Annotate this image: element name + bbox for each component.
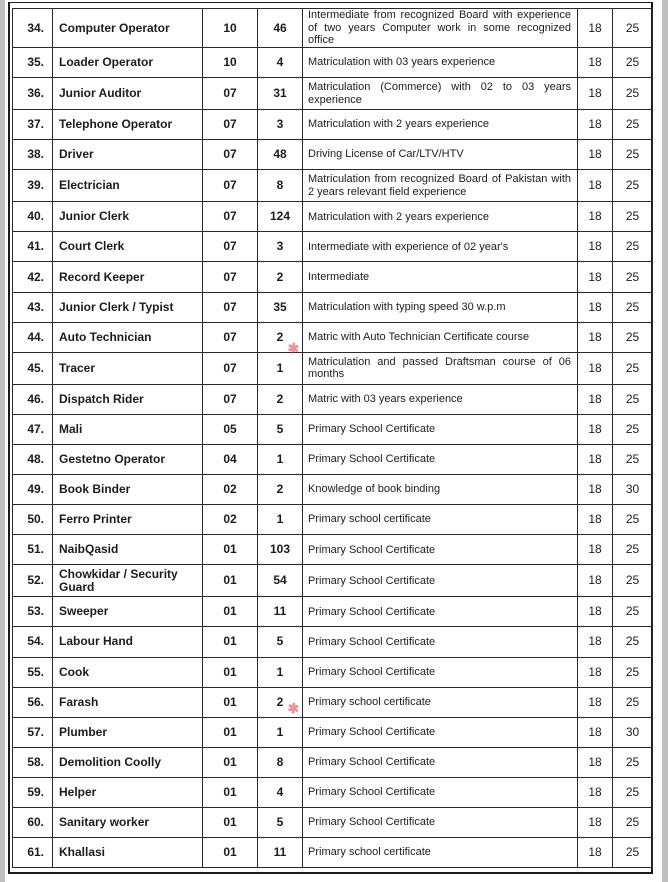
max-age: 25 xyxy=(613,565,653,597)
row-number: 54. xyxy=(13,627,53,657)
row-number: 58. xyxy=(13,747,53,777)
min-age: 18 xyxy=(578,597,613,627)
bps-scale: 07 xyxy=(203,140,258,170)
max-age: 25 xyxy=(613,807,653,837)
job-vacancies-table xyxy=(12,8,653,868)
table-row xyxy=(13,202,653,232)
max-age: 25 xyxy=(613,747,653,777)
bps-scale: 05 xyxy=(203,414,258,444)
table-row xyxy=(13,140,653,170)
max-age: 25 xyxy=(613,627,653,657)
posts-count: 48 xyxy=(258,140,303,170)
table-row xyxy=(13,262,653,292)
bps-scale: 07 xyxy=(203,170,258,202)
qualification: Primary School Certificate xyxy=(303,565,578,597)
row-number: 35. xyxy=(13,48,53,78)
max-age: 25 xyxy=(613,262,653,292)
table-row xyxy=(13,747,653,777)
row-number: 34. xyxy=(13,9,53,48)
table-row xyxy=(13,505,653,535)
posts-count: 8 xyxy=(258,170,303,202)
posts-count: 5 xyxy=(258,414,303,444)
max-age: 25 xyxy=(613,140,653,170)
bps-scale: 01 xyxy=(203,597,258,627)
table-row xyxy=(13,687,653,717)
row-number: 60. xyxy=(13,807,53,837)
qualification: Primary School Certificate xyxy=(303,535,578,565)
posts-count: 5 xyxy=(258,627,303,657)
row-number: 59. xyxy=(13,777,53,807)
qualification: Matriculation with 2 years experience xyxy=(303,202,578,232)
posts-count: 31 xyxy=(258,78,303,110)
max-age: 25 xyxy=(613,352,653,384)
row-number: 45. xyxy=(13,352,53,384)
row-number: 49. xyxy=(13,475,53,505)
max-age: 25 xyxy=(613,535,653,565)
posts-count: 124 xyxy=(258,202,303,232)
posts-count: 2 xyxy=(258,687,303,717)
max-age: 25 xyxy=(613,597,653,627)
table-row xyxy=(13,444,653,474)
post-name: Sweeper xyxy=(53,597,203,627)
post-name: Mali xyxy=(53,414,203,444)
table-row xyxy=(13,170,653,202)
max-age: 25 xyxy=(613,322,653,352)
posts-count: 2 xyxy=(258,262,303,292)
qualification: Knowledge of book binding xyxy=(303,475,578,505)
min-age: 18 xyxy=(578,140,613,170)
min-age: 18 xyxy=(578,535,613,565)
table-row xyxy=(13,627,653,657)
table-row xyxy=(13,292,653,322)
post-name: Junior Clerk / Typist xyxy=(53,292,203,322)
min-age: 18 xyxy=(578,414,613,444)
table-row xyxy=(13,535,653,565)
max-age: 25 xyxy=(613,414,653,444)
table-row xyxy=(13,352,653,384)
qualification: Primary School Certificate xyxy=(303,414,578,444)
row-number: 51. xyxy=(13,535,53,565)
qualification: Intermediate with experience of 02 year's xyxy=(303,232,578,262)
min-age: 18 xyxy=(578,202,613,232)
max-age: 25 xyxy=(613,170,653,202)
post-name: Helper xyxy=(53,777,203,807)
table-row xyxy=(13,48,653,78)
max-age: 25 xyxy=(613,687,653,717)
min-age: 18 xyxy=(578,657,613,687)
post-name: Cook xyxy=(53,657,203,687)
max-age: 25 xyxy=(613,505,653,535)
table-row xyxy=(13,475,653,505)
qualification: Matriculation with 03 years experience xyxy=(303,48,578,78)
qualification: Matriculation and passed Draftsman course of 06 months xyxy=(303,352,578,384)
table-row xyxy=(13,807,653,837)
max-age: 25 xyxy=(613,838,653,868)
bps-scale: 10 xyxy=(203,48,258,78)
min-age: 18 xyxy=(578,170,613,202)
posts-count: 1 xyxy=(258,657,303,687)
qualification: Driving License of Car/LTV/HTV xyxy=(303,140,578,170)
row-number: 44. xyxy=(13,322,53,352)
table-row xyxy=(13,717,653,747)
max-age: 30 xyxy=(613,475,653,505)
row-number: 47. xyxy=(13,414,53,444)
min-age: 18 xyxy=(578,717,613,747)
bps-scale: 07 xyxy=(203,110,258,140)
post-name: Tracer xyxy=(53,352,203,384)
posts-count: 11 xyxy=(258,597,303,627)
posts-count: 3 xyxy=(258,110,303,140)
max-age: 25 xyxy=(613,232,653,262)
max-age: 25 xyxy=(613,110,653,140)
row-number: 38. xyxy=(13,140,53,170)
bps-scale: 01 xyxy=(203,687,258,717)
max-age: 30 xyxy=(613,717,653,747)
post-name: Record Keeper xyxy=(53,262,203,292)
max-age: 25 xyxy=(613,78,653,110)
post-name: Electrician xyxy=(53,170,203,202)
table-row xyxy=(13,110,653,140)
qualification: Primary School Certificate xyxy=(303,657,578,687)
max-age: 25 xyxy=(613,48,653,78)
posts-count: 11 xyxy=(258,838,303,868)
bps-scale: 01 xyxy=(203,657,258,687)
post-name: Computer Operator xyxy=(53,9,203,48)
min-age: 18 xyxy=(578,292,613,322)
watermark-stamp: ✱ xyxy=(283,338,304,358)
qualification: Primary school certificate xyxy=(303,687,578,717)
min-age: 18 xyxy=(578,777,613,807)
table-row xyxy=(13,384,653,414)
posts-count: 46 xyxy=(258,9,303,48)
min-age: 18 xyxy=(578,384,613,414)
post-name: Court Clerk xyxy=(53,232,203,262)
table-row xyxy=(13,657,653,687)
min-age: 18 xyxy=(578,110,613,140)
post-name: Demolition Coolly xyxy=(53,747,203,777)
qualification: Primary School Certificate xyxy=(303,597,578,627)
table-row xyxy=(13,78,653,110)
bps-scale: 04 xyxy=(203,444,258,474)
posts-count: 4 xyxy=(258,777,303,807)
post-name: NaibQasid xyxy=(53,535,203,565)
row-number: 43. xyxy=(13,292,53,322)
bps-scale: 01 xyxy=(203,717,258,747)
posts-count: 2 xyxy=(258,475,303,505)
posts-count: 1 xyxy=(258,505,303,535)
row-number: 40. xyxy=(13,202,53,232)
table-row xyxy=(13,597,653,627)
qualification: Primary School Certificate xyxy=(303,777,578,807)
posts-count: 8 xyxy=(258,747,303,777)
bps-scale: 02 xyxy=(203,505,258,535)
max-age: 25 xyxy=(613,9,653,48)
row-number: 39. xyxy=(13,170,53,202)
bps-scale: 02 xyxy=(203,475,258,505)
posts-count: 1 xyxy=(258,352,303,384)
min-age: 18 xyxy=(578,807,613,837)
post-name: Khallasi xyxy=(53,838,203,868)
bps-scale: 07 xyxy=(203,262,258,292)
row-number: 48. xyxy=(13,444,53,474)
watermark-stamp: ✱ xyxy=(283,698,304,718)
qualification: Primary School Certificate xyxy=(303,717,578,747)
row-number: 37. xyxy=(13,110,53,140)
bps-scale: 07 xyxy=(203,352,258,384)
post-name: Labour Hand xyxy=(53,627,203,657)
min-age: 18 xyxy=(578,232,613,262)
bps-scale: 07 xyxy=(203,78,258,110)
max-age: 25 xyxy=(613,777,653,807)
qualification: Matriculation (Commerce) with 02 to 03 years experience xyxy=(303,78,578,110)
min-age: 18 xyxy=(578,838,613,868)
table-row xyxy=(13,414,653,444)
row-number: 55. xyxy=(13,657,53,687)
post-name: Book Binder xyxy=(53,475,203,505)
bps-scale: 07 xyxy=(203,322,258,352)
post-name: Driver xyxy=(53,140,203,170)
min-age: 18 xyxy=(578,444,613,474)
qualification: Primary School Certificate xyxy=(303,807,578,837)
row-number: 46. xyxy=(13,384,53,414)
post-name: Junior Clerk xyxy=(53,202,203,232)
max-age: 25 xyxy=(613,657,653,687)
min-age: 18 xyxy=(578,687,613,717)
posts-count: 4 xyxy=(258,48,303,78)
post-name: Telephone Operator xyxy=(53,110,203,140)
bps-scale: 07 xyxy=(203,202,258,232)
post-name: Chowkidar / Security Guard xyxy=(53,565,203,597)
bps-scale: 07 xyxy=(203,232,258,262)
qualification: Intermediate from recognized Board with experience of two years Computer work in some recognized office xyxy=(303,9,578,48)
posts-count: 1 xyxy=(258,444,303,474)
qualification: Matric with Auto Technician Certificate course xyxy=(303,322,578,352)
min-age: 18 xyxy=(578,505,613,535)
table-row xyxy=(13,322,653,352)
table-row xyxy=(13,9,653,48)
qualification: Intermediate xyxy=(303,262,578,292)
max-age: 25 xyxy=(613,384,653,414)
posts-count: 1 xyxy=(258,717,303,747)
qualification: Primary school certificate xyxy=(303,838,578,868)
table-row xyxy=(13,565,653,597)
row-number: 61. xyxy=(13,838,53,868)
qualification: Matric with 03 years experience xyxy=(303,384,578,414)
post-name: Auto Technician xyxy=(53,322,203,352)
min-age: 18 xyxy=(578,627,613,657)
post-name: Sanitary worker xyxy=(53,807,203,837)
qualification: Primary School Certificate xyxy=(303,747,578,777)
bps-scale: 07 xyxy=(203,292,258,322)
qualification: Matriculation from recognized Board of Pakistan with 2 years relevant field experience xyxy=(303,170,578,202)
min-age: 18 xyxy=(578,78,613,110)
max-age: 25 xyxy=(613,202,653,232)
max-age: 25 xyxy=(613,444,653,474)
bps-scale: 01 xyxy=(203,777,258,807)
row-number: 50. xyxy=(13,505,53,535)
bps-scale: 07 xyxy=(203,384,258,414)
qualification: Matriculation with 2 years experience xyxy=(303,110,578,140)
min-age: 18 xyxy=(578,747,613,777)
post-name: Junior Auditor xyxy=(53,78,203,110)
table-row xyxy=(13,777,653,807)
qualification: Primary School Certificate xyxy=(303,444,578,474)
min-age: 18 xyxy=(578,48,613,78)
bps-scale: 01 xyxy=(203,535,258,565)
bps-scale: 10 xyxy=(203,9,258,48)
posts-count: 103 xyxy=(258,535,303,565)
row-number: 36. xyxy=(13,78,53,110)
post-name: Gestetno Operator xyxy=(53,444,203,474)
bps-scale: 01 xyxy=(203,807,258,837)
min-age: 18 xyxy=(578,9,613,48)
min-age: 18 xyxy=(578,475,613,505)
qualification: Matriculation with typing speed 30 w.p.m xyxy=(303,292,578,322)
row-number: 57. xyxy=(13,717,53,747)
row-number: 41. xyxy=(13,232,53,262)
min-age: 18 xyxy=(578,352,613,384)
min-age: 18 xyxy=(578,262,613,292)
max-age: 25 xyxy=(613,292,653,322)
min-age: 18 xyxy=(578,322,613,352)
row-number: 52. xyxy=(13,565,53,597)
post-name: Dispatch Rider xyxy=(53,384,203,414)
posts-count: 54 xyxy=(258,565,303,597)
table-row xyxy=(13,838,653,868)
bps-scale: 01 xyxy=(203,627,258,657)
document-page xyxy=(5,0,662,882)
posts-count: 5 xyxy=(258,807,303,837)
post-name: Loader Operator xyxy=(53,48,203,78)
bps-scale: 01 xyxy=(203,838,258,868)
bps-scale: 01 xyxy=(203,747,258,777)
posts-count: 35 xyxy=(258,292,303,322)
row-number: 56. xyxy=(13,687,53,717)
posts-count: 2 xyxy=(258,384,303,414)
row-number: 42. xyxy=(13,262,53,292)
post-name: Farash xyxy=(53,687,203,717)
posts-count: 3 xyxy=(258,232,303,262)
post-name: Plumber xyxy=(53,717,203,747)
bps-scale: 01 xyxy=(203,565,258,597)
table-row xyxy=(13,232,653,262)
post-name: Ferro Printer xyxy=(53,505,203,535)
row-number: 53. xyxy=(13,597,53,627)
min-age: 18 xyxy=(578,565,613,597)
qualification: Primary School Certificate xyxy=(303,627,578,657)
qualification: Primary school certificate xyxy=(303,505,578,535)
posts-count: 2 xyxy=(258,322,303,352)
